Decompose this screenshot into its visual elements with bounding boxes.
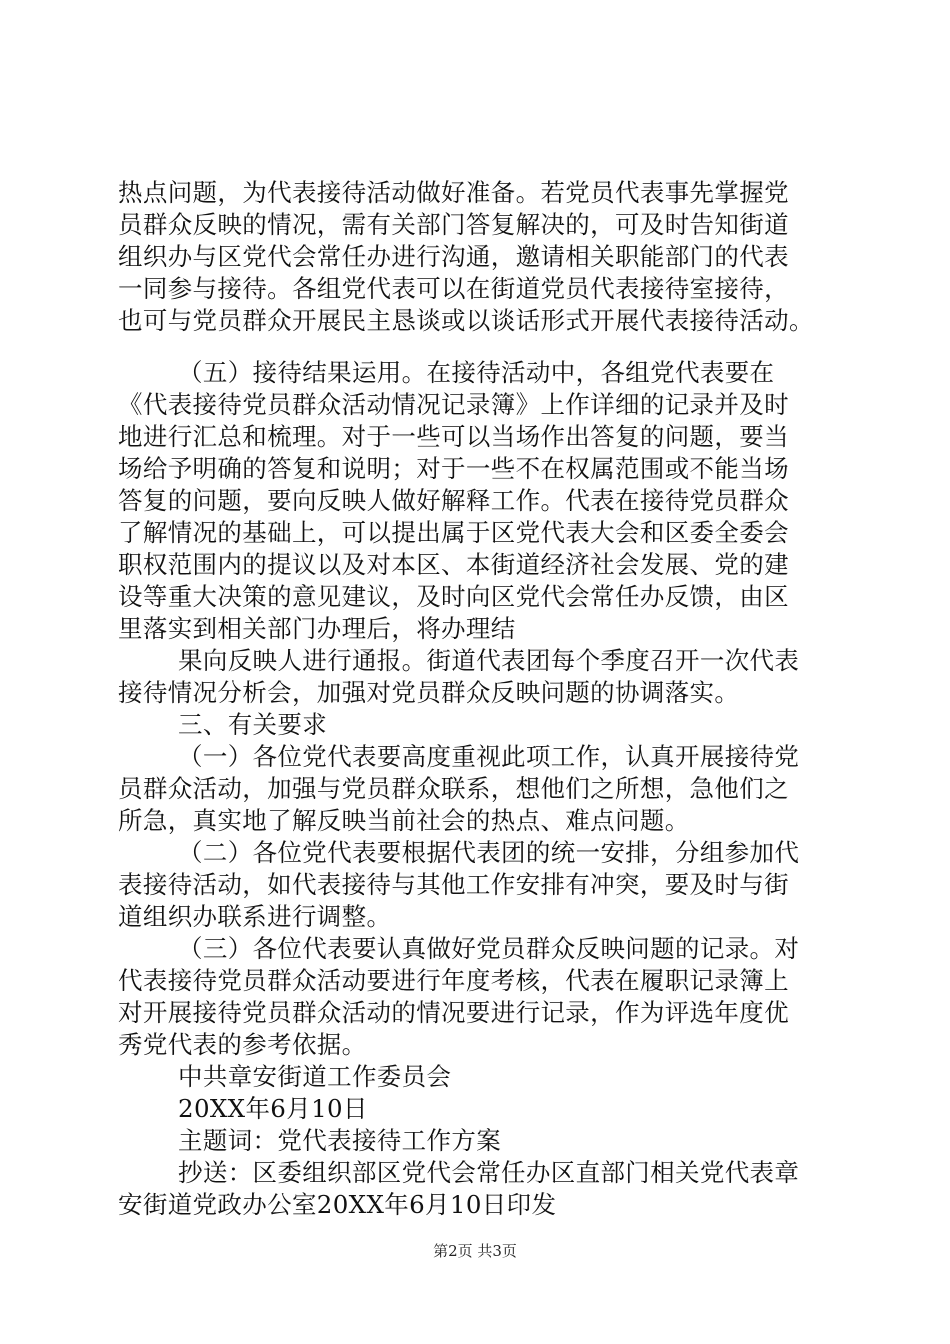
body-text-line: 职权范围内的提议以及对本区、本街道经济社会发展、党的建	[118, 550, 789, 579]
requirement-one-start: （一）各位党代表要高度重视此项工作，认真开展接待党	[178, 742, 800, 771]
body-text-line: 设等重大决策的意见建议，及时向区党代会常任办反馈，由区	[118, 582, 789, 611]
section-heading: 三、有关要求	[178, 710, 328, 739]
body-text-line: 对开展接待党员群众活动的情况要进行记录，作为评选年度优	[118, 998, 789, 1027]
body-text-line: 答复的问题，要向反映人做好解释工作。代表在接待党员群众	[118, 486, 789, 515]
body-text-line: 秀党代表的参考依据。	[118, 1030, 367, 1059]
distribution-list-continued: 安街道党政办公室20XX年6月10日印发	[118, 1190, 557, 1219]
body-text-line: 员群众活动，加强与党员群众联系，想他们之所想，急他们之	[118, 774, 789, 803]
body-text-line: 地进行汇总和梳理。对于一些可以当场作出答复的问题，要当	[118, 422, 789, 451]
body-text-line: 组织办与区党代会常任办进行沟通，邀请相关职能部门的代表	[118, 242, 789, 271]
body-text-line: 所急，真实地了解反映当前社会的热点、难点问题。	[118, 806, 690, 835]
paragraph-five-start: （五）接待结果运用。在接待活动中，各组党代表要在	[178, 358, 775, 387]
issue-date: 20XX年6月10日	[178, 1094, 368, 1123]
body-text-line: 表接待活动，如代表接待与其他工作安排有冲突，要及时与街	[118, 870, 789, 899]
body-text-line: 代表接待党员群众活动要进行年度考核，代表在履职记录簿上	[118, 966, 789, 995]
body-text-line: 果向反映人进行通报。街道代表团每个季度召开一次代表	[178, 646, 800, 675]
requirement-two-start: （二）各位党代表要根据代表团的统一安排，分组参加代	[178, 838, 800, 867]
body-text-line: 热点问题，为代表接待活动做好准备。若党员代表事先掌握党	[118, 178, 789, 207]
body-text-line: 也可与党员群众开展民主恳谈或以谈话形式开展代表接待活动。	[118, 306, 814, 335]
body-text-line: 员群众反映的情况，需有关部门答复解决的，可及时告知街道	[118, 210, 789, 239]
body-text-line: 《代表接待党员群众活动情况记录簿》上作详细的记录并及时	[118, 390, 789, 419]
distribution-list: 抄送：区委组织部区党代会常任办区直部门相关党代表章	[178, 1158, 800, 1187]
requirement-three-start: （三）各位代表要认真做好党员群众反映问题的记录。对	[178, 934, 800, 963]
body-text-line: 场给予明确的答复和说明；对于一些不在权属范围或不能当场	[118, 454, 789, 483]
subject-keywords: 主题词：党代表接待工作方案	[178, 1126, 502, 1155]
body-text-line: 了解情况的基础上，可以提出属于区党代表大会和区委全委会	[118, 518, 789, 547]
issuing-organization: 中共章安街道工作委员会	[178, 1062, 452, 1091]
page-number-footer: 第2页 共3页	[433, 1242, 517, 1260]
body-text-line: 道组织办联系进行调整。	[118, 902, 392, 931]
body-text-line: 接待情况分析会，加强对党员群众反映问题的协调落实。	[118, 678, 740, 707]
body-text-line: 一同参与接待。各组党代表可以在街道党员代表接待室接待，	[118, 274, 789, 303]
body-text-line: 里落实到相关部门办理后，将办理结	[118, 614, 516, 643]
